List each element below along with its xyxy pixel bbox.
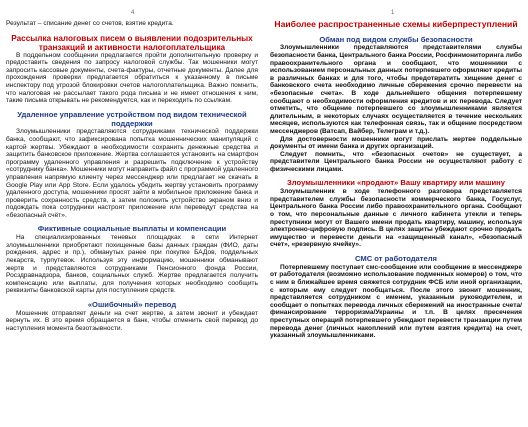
section-body-tax-letters: В поддельном сообщении предлагается пройти дополнительную проверку и предоставить сведения по запросу налоговой службы. Так мошенники могут запросить кассовые документы, счета-фактуры, отчетные документы. Далее для прохождения проверки предлагается обратиться к указанному в письме инспектору под угрозой блокировки счетов налогоплательщика. Важно помнить, что налоговая не рассылает такого рода письма и не имеет отношения к ним, такие письма открывать не рекомендуется, как и переходить по ссылкам. xyxy=(6,51,258,105)
section-body-security-service-p2: Для достоверности мошенники могут прислать жертве поддельные документы от имени банка и других организаций. xyxy=(270,135,522,151)
section-title-property-sale: Злоумышленники «продают» Вашу квартиру или машину xyxy=(287,178,505,188)
section-body-security-service-p1: Злоумышленники представляются представителями службы безопасности банка, Центрального банка России, Росфинмониторинга либо правоохранительного органа и сообщают, что мошенники с использованием персональных данных потерпевшего оформляют кредиты в различных банках и для того, чтобы предотвратить хищение денег с банковского счета необходимо личные сбережения срочно перевести на «безопасные счета». В ходе дальнейшего общения потерпевшему сообщают о необходимости оформления кредитов и их перевода. Следует отметить, что общение потерпевшего со злоумышленниками является длительным, в некоторых случаях осуществляется в течение нескольких месяцев, используются как телефонная связь, так и общение посредством мессенджеров (Ватсап, Вайбер, Телеграм и т.д.). xyxy=(270,44,522,135)
section-body-employer-sms: Потерпевшему поступает смс-сообщение или сообщение в мессенджере от работодателя (возможно использование подменных номеров) о том, что с ним в ближайшее время свяжется сотрудник ФСБ или иной организации, с которым ему следует пообщаться. После этого звонит мошенник, представляется сотрудником с именем, указанным руководителем, и сообщает о попытках перевода личных сбережений на иностранные счета/финансирование терроризма/Украины и т.п. В целях пресечения преступных операций потерпевшего убеждают перевести транзакции путем перевода денег (личных накоплений или путем взятия кредита) на счет, указанный злоумышленниками. xyxy=(270,263,522,340)
section-title-employer-sms: СМС от работодателя xyxy=(355,254,437,264)
section-title-tax-letters: Рассылка налоговых писем о выявлении подозрительных транзакций и активности налогоплательщика xyxy=(11,33,253,52)
section-body-fake-payments: На специализированных теневых площадках в сети Интернет злоумышленники приобретают похищенные базы данных граждан (ФИО, даты рождения, адрес и пр.), обманутых ранее при покупке БАДов, поддельных лекарств, турпутевок. Используя эту информацию, мошенники обманывают жертв и представляются сотрудниками Пенсионного фонда России, Росздравнадзора, банков, социальных служб. Жертве предлагается получить компенсацию или выплаты, для получения которых необходимо сообщить реквизиты банковской карты для поступления средств. xyxy=(6,234,258,295)
section-body-property-sale: Злоумышленник в ходе телефонного разговора представляется представителем службы безопасности коммерческого банка, Госуслуг, Центрального банка России либо правоохранительного органа. Сообщают о том, что персональные данные с личного кабинета утекли и теперь преступники могут от Вашего имени продать квартиру, машину, используя электронно-цифровую подпись. В целях защиты убеждают срочно продать имущество и перевести деньги на «защищенный канал», «безопасный счет», «резервную ячейку». xyxy=(270,188,522,249)
section-body-mistaken-transfer: Мошенник отправляет деньги на счет жертве, а затем звонит и убеждает вернуть их. В это время обращается в банк, чтобы отменить свой перевод до наступления момента безотзывности. xyxy=(6,309,258,332)
section-title-mistaken-transfer: «Ошибочный» перевод xyxy=(87,300,177,310)
section-body-security-service-p3: Следует помнить, что «безопасных счетов» не существует, а представители Центрального банка России не осуществляют работу с физическими лицами. xyxy=(270,150,522,173)
section-body-remote-control: Злоумышленники представляются сотрудниками технической поддержки банка, сообщают, что зафиксирована попытка мошеннических манипуляций с картой жертвы. Убеждают в необходимости сохранить денежные средства и защитить банковское приложение. Жертва соглашается установить на смартфон программу удаленного управления и разрешить подключение к устройству «сотруднику банка». Мошенники могут направить файл с программой удаленного управления напрямую клиенту через мессенджер или предлагает не скачать в Google Play или App Store. Если удалось убедить жертву установить программу удаленного доступа, мошенники просят зайти в мобильное приложение банка и проверить сохранность средств, а затем положить устройство экраном вниз и подождать пока сотрудники настроят приложение или переведут средства на «безопасный счёт». xyxy=(6,128,258,219)
section-title-remote-control: Удаленное управление устройством под видом технической поддержки xyxy=(17,109,247,128)
section-title-security-service: Обман под видом службы безопасности xyxy=(319,34,473,44)
result-line: Результат – списание денег со счетов, взятие кредита. xyxy=(6,20,174,27)
left-page xyxy=(6,20,258,422)
page-title: Наиболее распространенные схемы киберпреступлений xyxy=(274,20,518,29)
section-title-fake-payments: Фиктивные социальные выплаты и компенсации xyxy=(37,224,227,234)
page-number-right: 1 xyxy=(391,10,395,16)
page-number-left: 4 xyxy=(131,10,135,16)
right-page xyxy=(270,20,522,422)
